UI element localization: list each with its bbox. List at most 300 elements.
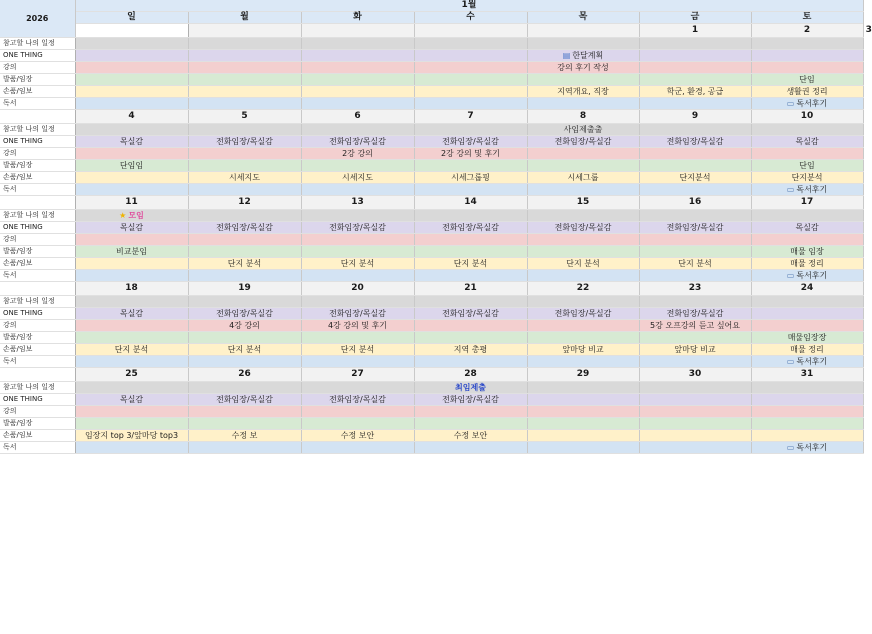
row-label-one-thing[interactable]: ONE THING xyxy=(0,394,75,406)
cell-desk-study[interactable] xyxy=(751,172,863,184)
row-label-lecture[interactable]: 강의 xyxy=(0,406,75,418)
cell-schedule[interactable] xyxy=(414,210,527,222)
cell-field-visit[interactable] xyxy=(639,160,751,172)
cell-field-visit[interactable] xyxy=(414,246,527,258)
cell-lecture[interactable] xyxy=(75,406,188,418)
cell-one-thing[interactable] xyxy=(751,308,863,320)
date-number[interactable]: 10 xyxy=(751,110,863,124)
cell-one-thing[interactable] xyxy=(188,308,301,320)
row-label-desk-study[interactable]: 손품/임보 xyxy=(0,86,75,98)
date-number[interactable]: 17 xyxy=(751,196,863,210)
cell-reading[interactable] xyxy=(414,184,527,196)
cell-lecture[interactable] xyxy=(527,62,639,74)
cell-desk-study[interactable] xyxy=(639,258,751,270)
date-number[interactable] xyxy=(301,24,414,38)
cell-schedule[interactable] xyxy=(414,124,527,136)
cell-one-thing[interactable] xyxy=(301,136,414,148)
cell-desk-study[interactable] xyxy=(639,172,751,184)
cell-one-thing[interactable] xyxy=(188,136,301,148)
cell-schedule[interactable] xyxy=(75,38,188,50)
cell-field-visit[interactable] xyxy=(414,332,527,344)
date-number[interactable]: 13 xyxy=(301,196,414,210)
date-row-label[interactable] xyxy=(75,24,188,38)
cell-reading[interactable] xyxy=(414,442,527,454)
cell-desk-study[interactable] xyxy=(75,86,188,98)
cell-reading[interactable] xyxy=(527,184,639,196)
row-label-lecture[interactable]: 강의 xyxy=(0,148,75,160)
date-number[interactable]: 9 xyxy=(639,110,751,124)
weekday-header[interactable]: 월 xyxy=(188,12,301,24)
date-number[interactable]: 29 xyxy=(527,368,639,382)
cell-field-visit[interactable] xyxy=(301,74,414,86)
weekday-header[interactable]: 금 xyxy=(639,12,751,24)
cell-field-visit[interactable] xyxy=(527,418,639,430)
date-number[interactable] xyxy=(188,24,301,38)
cell-schedule[interactable] xyxy=(751,38,863,50)
category-row-reading xyxy=(0,98,863,110)
cell-schedule[interactable] xyxy=(527,382,639,394)
row-label-desk-study[interactable]: 손품/임보 xyxy=(0,258,75,270)
category-row-reading xyxy=(0,184,863,196)
date-number[interactable]: 28 xyxy=(414,368,527,382)
row-label-schedule[interactable]: 참고할 나의 일정 xyxy=(0,296,75,308)
row-label-lecture[interactable]: 강의 xyxy=(0,234,75,246)
cell-schedule[interactable] xyxy=(188,38,301,50)
cell-reading[interactable] xyxy=(75,184,188,196)
date-number[interactable]: 1 xyxy=(639,24,751,38)
date-row-label[interactable] xyxy=(0,196,75,210)
date-number[interactable] xyxy=(527,24,639,38)
cell-schedule[interactable] xyxy=(301,124,414,136)
cell-schedule[interactable] xyxy=(75,210,188,222)
cell-schedule[interactable] xyxy=(301,38,414,50)
cell-lecture[interactable] xyxy=(751,406,863,418)
cell-text: 모임 xyxy=(128,211,144,220)
cell-reading[interactable] xyxy=(301,270,414,282)
cell-reading[interactable] xyxy=(75,356,188,368)
cell-schedule[interactable] xyxy=(639,210,751,222)
cell-schedule[interactable] xyxy=(188,296,301,308)
date-number[interactable]: 22 xyxy=(527,282,639,296)
cell-schedule[interactable] xyxy=(751,382,863,394)
row-label-reading[interactable]: 독서 xyxy=(0,442,75,454)
row-label-one-thing[interactable]: ONE THING xyxy=(0,50,75,62)
cell-field-visit[interactable] xyxy=(527,74,639,86)
cell-reading[interactable] xyxy=(751,270,863,282)
cell-one-thing[interactable] xyxy=(527,50,639,62)
cell-lecture[interactable] xyxy=(639,62,751,74)
weekday-header[interactable]: 수 xyxy=(414,12,527,24)
cell-lecture[interactable] xyxy=(301,234,414,246)
cell-lecture[interactable] xyxy=(188,320,301,332)
cell-schedule[interactable] xyxy=(414,296,527,308)
cell-one-thing[interactable] xyxy=(639,136,751,148)
cell-field-visit[interactable] xyxy=(188,74,301,86)
cell-one-thing[interactable] xyxy=(751,136,863,148)
cell-one-thing[interactable] xyxy=(414,222,527,234)
row-label-field-visit[interactable]: 발품/임장 xyxy=(0,332,75,344)
date-number[interactable]: 8 xyxy=(527,110,639,124)
row-label-desk-study[interactable]: 손품/임보 xyxy=(0,430,75,442)
row-label-one-thing[interactable]: ONE THING xyxy=(0,308,75,320)
cell-one-thing[interactable] xyxy=(75,394,188,406)
date-number[interactable]: 14 xyxy=(414,196,527,210)
date-number[interactable]: 2 xyxy=(751,24,863,38)
cell-one-thing[interactable] xyxy=(301,308,414,320)
cell-reading[interactable] xyxy=(639,184,751,196)
cell-one-thing[interactable] xyxy=(751,50,863,62)
cell-desk-study[interactable] xyxy=(751,258,863,270)
cell-field-visit[interactable] xyxy=(75,246,188,258)
cell-schedule[interactable] xyxy=(751,296,863,308)
row-label-reading[interactable]: 독서 xyxy=(0,184,75,196)
row-label-reading[interactable]: 독서 xyxy=(0,98,75,110)
date-number[interactable] xyxy=(414,24,527,38)
cell-desk-study[interactable] xyxy=(414,344,527,356)
cell-field-visit[interactable] xyxy=(414,418,527,430)
cell-lecture[interactable] xyxy=(414,234,527,246)
cell-lecture[interactable] xyxy=(639,406,751,418)
cell-schedule[interactable] xyxy=(188,124,301,136)
row-label-schedule[interactable]: 참고할 나의 일정 xyxy=(0,210,75,222)
date-row-label[interactable] xyxy=(0,110,75,124)
cell-reading[interactable] xyxy=(639,270,751,282)
date-number[interactable]: 18 xyxy=(75,282,188,296)
cell-reading[interactable] xyxy=(188,442,301,454)
cell-one-thing[interactable] xyxy=(527,222,639,234)
cell-schedule[interactable] xyxy=(527,38,639,50)
cell-field-visit[interactable] xyxy=(75,74,188,86)
date-number[interactable]: 4 xyxy=(75,110,188,124)
cell-schedule[interactable] xyxy=(639,296,751,308)
cell-field-visit[interactable] xyxy=(414,74,527,86)
cell-schedule[interactable] xyxy=(639,38,751,50)
cell-field-visit[interactable] xyxy=(75,160,188,172)
cell-one-thing[interactable] xyxy=(639,50,751,62)
cell-text: 단지 분석 xyxy=(566,259,600,268)
cell-reading[interactable] xyxy=(527,442,639,454)
cell-lecture[interactable] xyxy=(527,320,639,332)
category-row-schedule xyxy=(0,124,863,136)
cell-reading[interactable] xyxy=(75,98,188,110)
date-number[interactable]: 25 xyxy=(75,368,188,382)
cell-lecture[interactable] xyxy=(188,62,301,74)
weekday-header[interactable]: 일 xyxy=(75,12,188,24)
cell-one-thing[interactable] xyxy=(751,394,863,406)
cell-field-visit[interactable] xyxy=(75,332,188,344)
cell-field-visit[interactable] xyxy=(188,332,301,344)
cell-desk-study[interactable] xyxy=(188,430,301,442)
cell-one-thing[interactable] xyxy=(301,394,414,406)
cell-desk-study[interactable] xyxy=(751,430,863,442)
cell-schedule[interactable] xyxy=(75,382,188,394)
cell-field-visit[interactable] xyxy=(527,246,639,258)
category-row-desk-study xyxy=(0,344,863,356)
cell-field-visit[interactable] xyxy=(751,74,863,86)
cell-one-thing[interactable] xyxy=(188,394,301,406)
date-number[interactable]: 20 xyxy=(301,282,414,296)
cell-lecture[interactable] xyxy=(527,406,639,418)
cell-schedule[interactable] xyxy=(527,296,639,308)
cell-schedule[interactable] xyxy=(301,296,414,308)
cell-desk-study[interactable] xyxy=(414,86,527,98)
cell-one-thing[interactable] xyxy=(188,222,301,234)
cell-field-visit[interactable] xyxy=(188,418,301,430)
cell-lecture[interactable] xyxy=(301,148,414,160)
month-header[interactable]: 1월 xyxy=(75,0,863,12)
cell-lecture[interactable] xyxy=(414,320,527,332)
cell-desk-study[interactable] xyxy=(414,430,527,442)
cell-desk-study[interactable] xyxy=(301,258,414,270)
date-number[interactable]: 6 xyxy=(301,110,414,124)
cell-desk-study[interactable] xyxy=(527,172,639,184)
weekday-header[interactable]: 토 xyxy=(751,12,863,24)
cell-one-thing[interactable] xyxy=(188,50,301,62)
cell-field-visit[interactable] xyxy=(301,418,414,430)
cell-lecture[interactable] xyxy=(639,148,751,160)
cell-schedule[interactable] xyxy=(414,38,527,50)
cell-reading[interactable] xyxy=(414,356,527,368)
cell-schedule[interactable] xyxy=(188,382,301,394)
cell-field-visit[interactable] xyxy=(527,332,639,344)
cell-field-visit[interactable] xyxy=(75,418,188,430)
cell-lecture[interactable] xyxy=(639,320,751,332)
date-number[interactable]: 31 xyxy=(751,368,863,382)
cell-desk-study[interactable] xyxy=(301,344,414,356)
cell-field-visit[interactable] xyxy=(639,332,751,344)
cell-reading[interactable] xyxy=(188,98,301,110)
cell-one-thing[interactable] xyxy=(414,308,527,320)
date-number[interactable]: 19 xyxy=(188,282,301,296)
row-label-field-visit[interactable]: 발품/임장 xyxy=(0,418,75,430)
cell-schedule[interactable] xyxy=(301,382,414,394)
cell-field-visit[interactable] xyxy=(301,160,414,172)
cell-field-visit[interactable] xyxy=(639,246,751,258)
cell-desk-study[interactable] xyxy=(188,86,301,98)
cell-reading[interactable] xyxy=(301,98,414,110)
date-number[interactable]: 7 xyxy=(414,110,527,124)
cell-lecture[interactable] xyxy=(414,148,527,160)
cell-field-visit[interactable] xyxy=(301,246,414,258)
row-label-field-visit[interactable]: 발품/임장 xyxy=(0,74,75,86)
cell-desk-study[interactable] xyxy=(639,430,751,442)
cell-schedule[interactable] xyxy=(639,382,751,394)
date-number[interactable]: 30 xyxy=(639,368,751,382)
row-label-schedule[interactable]: 참고할 나의 일정 xyxy=(0,38,75,50)
weekday-header[interactable]: 목 xyxy=(527,12,639,24)
cell-text: 단임 xyxy=(799,161,815,170)
cell-field-visit[interactable] xyxy=(188,160,301,172)
cell-reading[interactable] xyxy=(527,356,639,368)
cell-lecture[interactable] xyxy=(639,234,751,246)
cell-one-thing[interactable] xyxy=(527,308,639,320)
date-number[interactable]: 21 xyxy=(414,282,527,296)
cell-lecture[interactable] xyxy=(188,406,301,418)
cell-reading[interactable] xyxy=(75,442,188,454)
row-label-reading[interactable]: 독서 xyxy=(0,356,75,368)
cell-field-visit[interactable] xyxy=(751,246,863,258)
cell-one-thing[interactable] xyxy=(301,222,414,234)
cell-field-visit[interactable] xyxy=(414,160,527,172)
date-number[interactable]: 15 xyxy=(527,196,639,210)
cell-desk-study[interactable] xyxy=(751,344,863,356)
cell-desk-study[interactable] xyxy=(414,258,527,270)
cell-desk-study[interactable] xyxy=(301,430,414,442)
cell-reading[interactable] xyxy=(639,356,751,368)
row-label-one-thing[interactable]: ONE THING xyxy=(0,136,75,148)
cell-reading[interactable] xyxy=(639,98,751,110)
weekday-header[interactable]: 화 xyxy=(301,12,414,24)
cell-one-thing[interactable] xyxy=(75,222,188,234)
cell-reading[interactable] xyxy=(188,270,301,282)
year-cell[interactable]: 2026 xyxy=(0,0,75,38)
cell-lecture[interactable] xyxy=(75,320,188,332)
date-number[interactable]: 24 xyxy=(751,282,863,296)
row-label-schedule[interactable]: 참고할 나의 일정 xyxy=(0,124,75,136)
cell-desk-study[interactable] xyxy=(301,86,414,98)
row-label-lecture[interactable]: 강의 xyxy=(0,320,75,332)
row-label-desk-study[interactable]: 손품/임보 xyxy=(0,172,75,184)
cell-desk-study[interactable] xyxy=(414,172,527,184)
cell-lecture[interactable] xyxy=(414,62,527,74)
cell-schedule[interactable] xyxy=(188,210,301,222)
row-label-reading[interactable]: 독서 xyxy=(0,270,75,282)
cell-reading[interactable] xyxy=(751,98,863,110)
cell-lecture[interactable] xyxy=(75,234,188,246)
cell-field-visit[interactable] xyxy=(751,418,863,430)
cell-desk-study[interactable] xyxy=(75,344,188,356)
cell-text: 한달계획 xyxy=(572,51,604,60)
cell-one-thing[interactable] xyxy=(639,308,751,320)
cell-field-visit[interactable] xyxy=(188,246,301,258)
cell-one-thing[interactable] xyxy=(639,394,751,406)
date-number[interactable]: 23 xyxy=(639,282,751,296)
cell-field-visit[interactable] xyxy=(751,160,863,172)
cell-schedule[interactable] xyxy=(751,124,863,136)
cell-reading[interactable] xyxy=(301,184,414,196)
cell-desk-study[interactable] xyxy=(75,172,188,184)
cell-field-visit[interactable] xyxy=(639,74,751,86)
cell-lecture[interactable] xyxy=(751,148,863,160)
cell-one-thing[interactable] xyxy=(527,136,639,148)
date-number[interactable]: 26 xyxy=(188,368,301,382)
cell-lecture[interactable] xyxy=(301,406,414,418)
cell-lecture[interactable] xyxy=(75,62,188,74)
cell-lecture[interactable] xyxy=(751,234,863,246)
cell-one-thing[interactable] xyxy=(414,50,527,62)
cell-reading[interactable] xyxy=(414,270,527,282)
cell-schedule[interactable] xyxy=(301,210,414,222)
cell-schedule[interactable] xyxy=(75,124,188,136)
cell-reading[interactable] xyxy=(75,270,188,282)
cell-reading[interactable] xyxy=(639,442,751,454)
cell-lecture[interactable] xyxy=(527,148,639,160)
cell-schedule[interactable] xyxy=(751,210,863,222)
cell-field-visit[interactable] xyxy=(639,418,751,430)
cell-lecture[interactable] xyxy=(188,148,301,160)
cell-desk-study[interactable] xyxy=(188,258,301,270)
cell-lecture[interactable] xyxy=(188,234,301,246)
cell-field-visit[interactable] xyxy=(527,160,639,172)
cell-one-thing[interactable] xyxy=(301,50,414,62)
cell-one-thing[interactable] xyxy=(527,394,639,406)
date-number[interactable]: 12 xyxy=(188,196,301,210)
cell-desk-study[interactable] xyxy=(527,430,639,442)
row-label-field-visit[interactable]: 발품/임장 xyxy=(0,246,75,258)
cell-lecture[interactable] xyxy=(301,62,414,74)
cell-reading[interactable] xyxy=(751,442,863,454)
cell-field-visit[interactable] xyxy=(301,332,414,344)
cell-lecture[interactable] xyxy=(414,406,527,418)
cell-lecture[interactable] xyxy=(301,320,414,332)
category-row-schedule xyxy=(0,210,863,222)
cell-schedule[interactable] xyxy=(527,210,639,222)
row-label-lecture[interactable]: 강의 xyxy=(0,62,75,74)
row-label-field-visit[interactable]: 발품/임장 xyxy=(0,160,75,172)
cell-desk-study[interactable] xyxy=(527,86,639,98)
date-row-label[interactable] xyxy=(0,368,75,382)
cell-desk-study[interactable] xyxy=(75,258,188,270)
cell-desk-study[interactable] xyxy=(188,172,301,184)
cell-desk-study[interactable] xyxy=(527,258,639,270)
cell-schedule[interactable] xyxy=(639,124,751,136)
cell-reading[interactable] xyxy=(527,270,639,282)
cell-reading[interactable] xyxy=(751,184,863,196)
cell-one-thing[interactable] xyxy=(75,136,188,148)
cell-one-thing[interactable] xyxy=(639,222,751,234)
cell-reading[interactable] xyxy=(527,98,639,110)
row-label-one-thing[interactable]: ONE THING xyxy=(0,222,75,234)
date-number[interactable]: 16 xyxy=(639,196,751,210)
cell-one-thing[interactable] xyxy=(75,308,188,320)
cell-lecture[interactable] xyxy=(751,320,863,332)
cell-lecture[interactable] xyxy=(75,148,188,160)
cell-text: 독서후기 xyxy=(796,185,828,194)
row-label-desk-study[interactable]: 손품/임보 xyxy=(0,344,75,356)
cell-one-thing[interactable] xyxy=(414,394,527,406)
cell-desk-study[interactable] xyxy=(639,86,751,98)
date-row: 1 2 3 xyxy=(0,24,863,38)
cell-desk-study[interactable] xyxy=(75,430,188,442)
book-icon: ▭ xyxy=(786,443,795,452)
date-number[interactable]: 27 xyxy=(301,368,414,382)
cell-desk-study[interactable] xyxy=(301,172,414,184)
cell-desk-study[interactable] xyxy=(527,344,639,356)
cell-reading[interactable] xyxy=(188,356,301,368)
cell-desk-study[interactable] xyxy=(188,344,301,356)
cell-schedule[interactable] xyxy=(414,382,527,394)
cell-schedule[interactable] xyxy=(75,296,188,308)
cell-one-thing[interactable] xyxy=(414,136,527,148)
cell-reading[interactable] xyxy=(414,98,527,110)
cell-reading[interactable] xyxy=(188,184,301,196)
date-row-label[interactable] xyxy=(0,282,75,296)
date-number[interactable]: 5 xyxy=(188,110,301,124)
cell-reading[interactable] xyxy=(301,442,414,454)
cell-lecture[interactable] xyxy=(751,62,863,74)
date-number[interactable]: 11 xyxy=(75,196,188,210)
cell-schedule[interactable] xyxy=(527,124,639,136)
cell-desk-study[interactable] xyxy=(639,344,751,356)
cell-one-thing[interactable] xyxy=(75,50,188,62)
cell-reading[interactable] xyxy=(301,356,414,368)
cell-reading[interactable] xyxy=(751,356,863,368)
cell-desk-study[interactable] xyxy=(751,86,863,98)
cell-one-thing[interactable] xyxy=(751,222,863,234)
cell-lecture[interactable] xyxy=(527,234,639,246)
row-label-schedule[interactable]: 참고할 나의 일정 xyxy=(0,382,75,394)
cell-field-visit[interactable] xyxy=(751,332,863,344)
